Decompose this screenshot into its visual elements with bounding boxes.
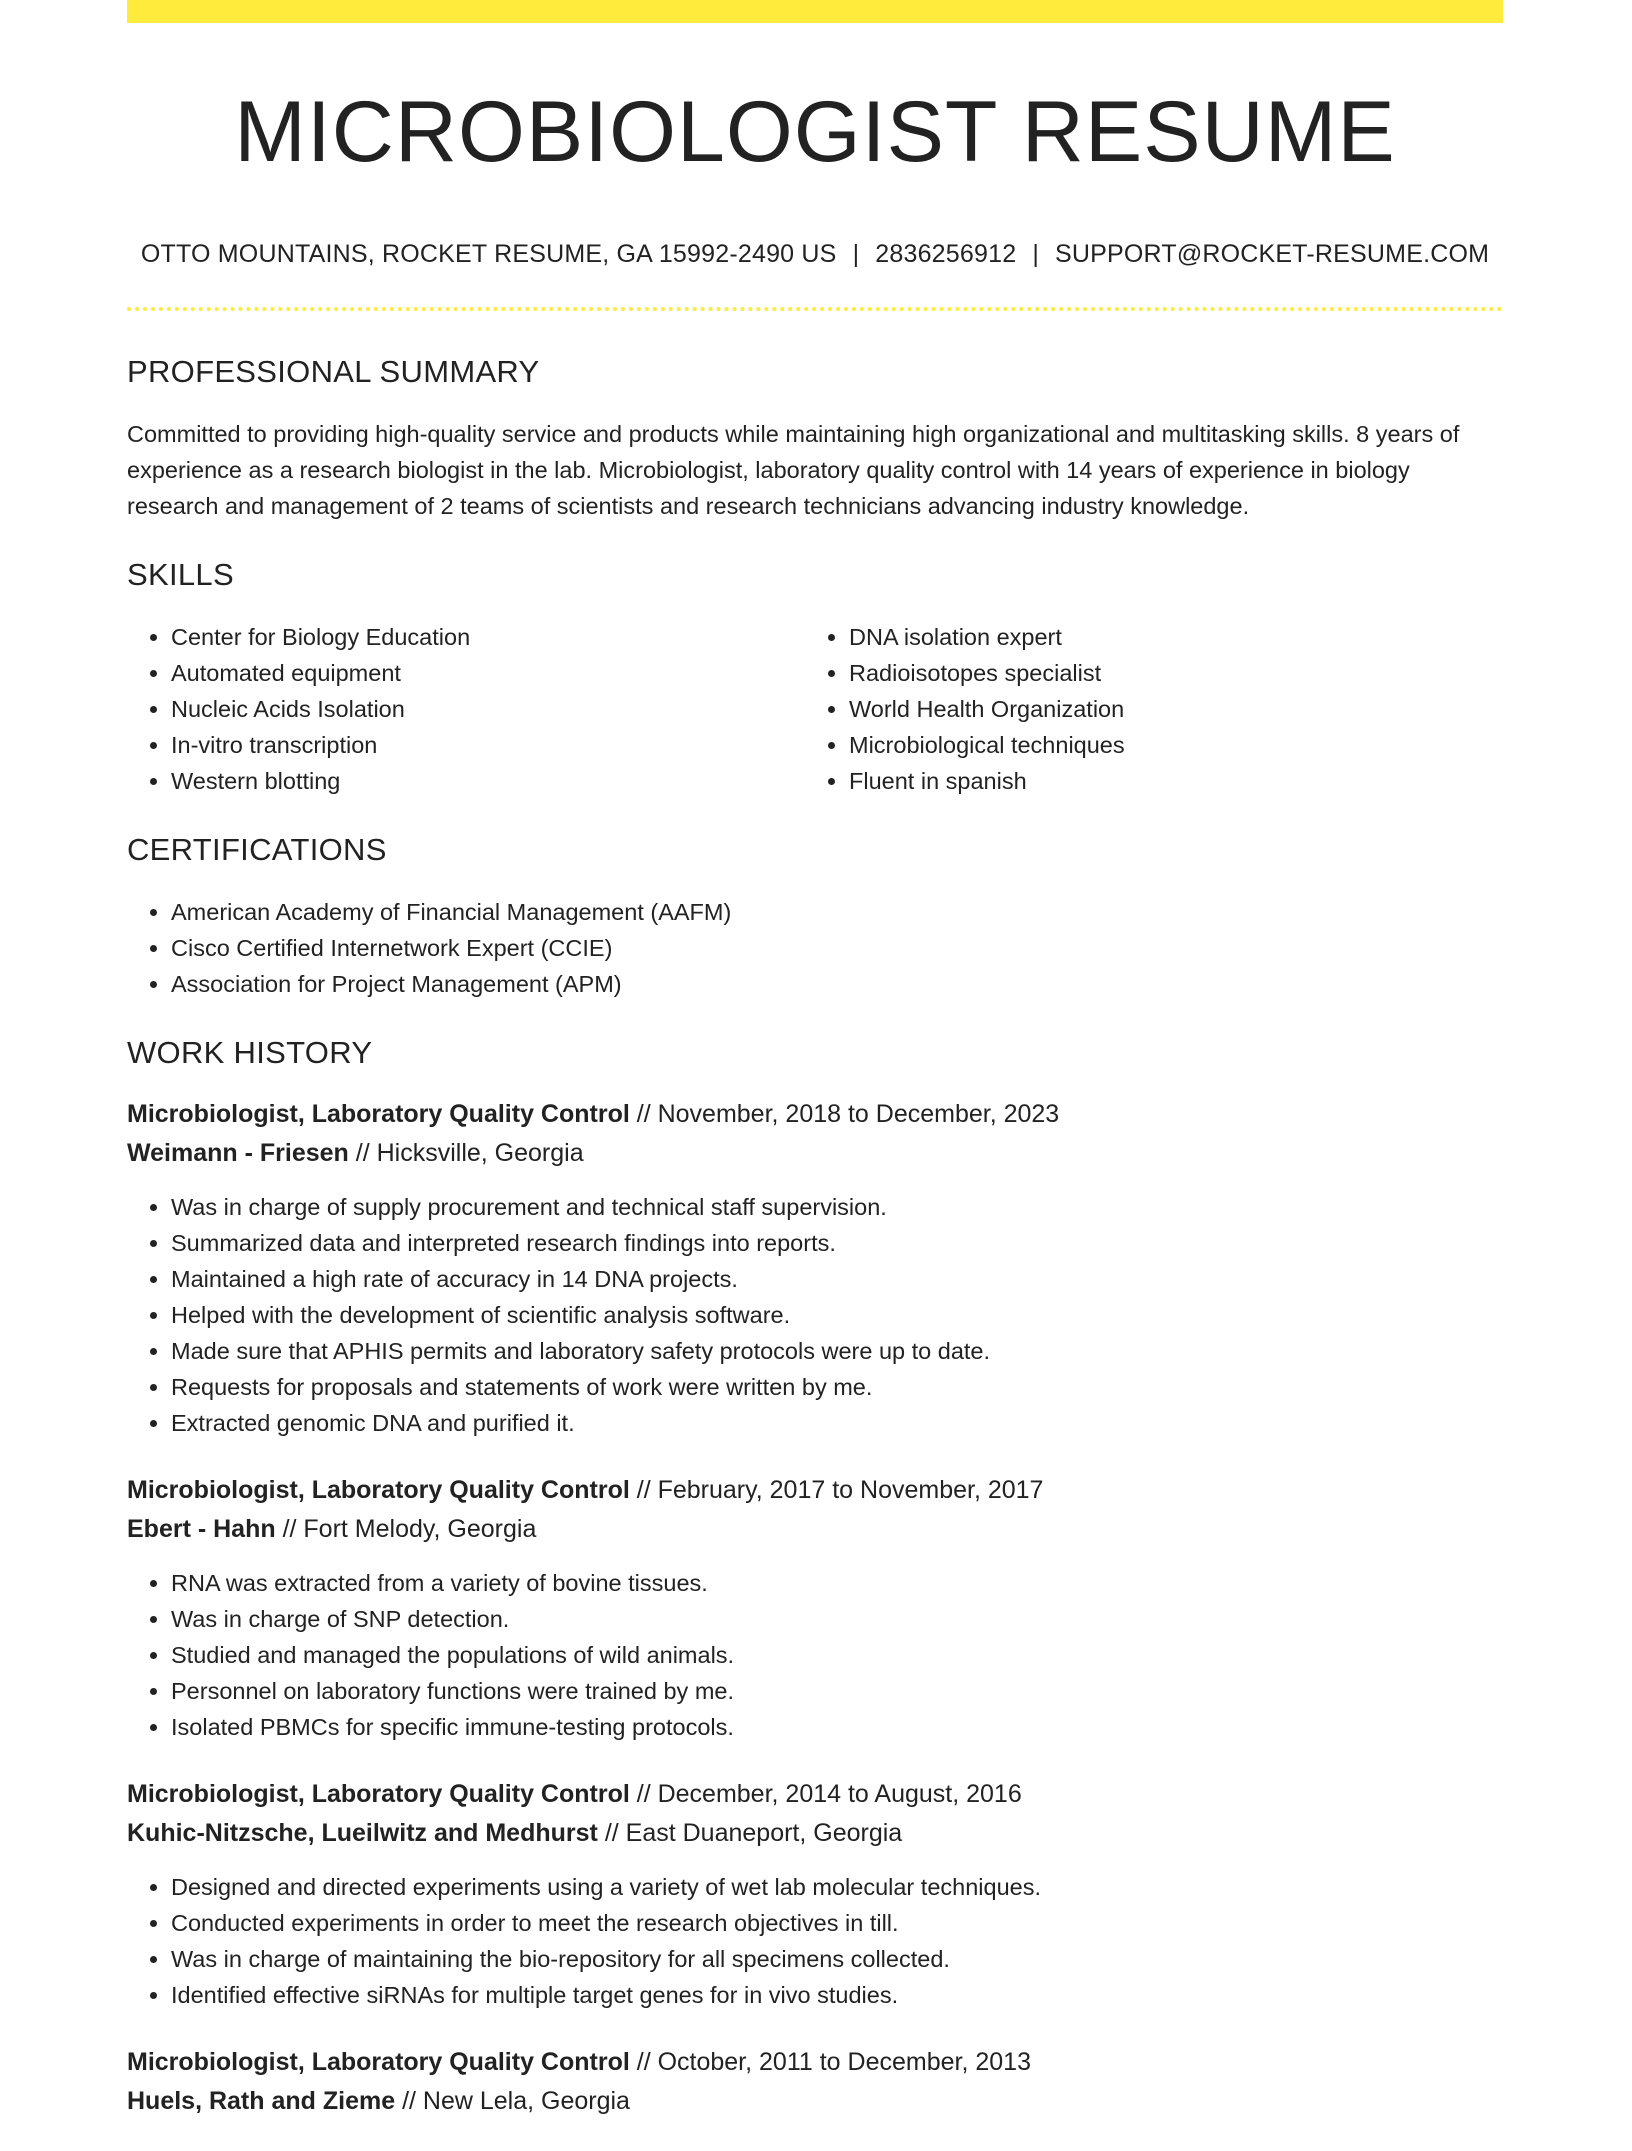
list-item: • Was in charge of maintaining the bio-repository for all specimens collected.: [171, 1941, 1503, 1977]
work-history-section: [127, 1034, 1503, 2121]
job-company: Weimann - Friesen: [127, 1139, 349, 1168]
list-item: • RNA was extracted from a variety of bovine tissues.: [171, 1565, 1503, 1601]
job-dates: // November, 2018 to December, 2023: [629, 1100, 1060, 1129]
list-item: • Radioisotopes specialist: [849, 655, 1483, 691]
list-item: • Personnel on laboratory functions were trained by me.: [171, 1673, 1503, 1709]
job-title: Microbiologist, Laboratory Quality Control: [127, 1100, 630, 1129]
work-history-heading: WORK HISTORY: [127, 1035, 373, 1071]
summary-text: Committed to providing high-quality service and products while maintaining high organizational and multitasking skills. 8 years of experience as a research biologist in the lab. Microbiologist, laboratory quality control with 14 years of experience in biology research and management of 2 teams of scientists and research technicians advancing industry knowledge.: [127, 420, 1460, 519]
list-item: • Nucleic Acids Isolation: [171, 691, 805, 727]
list-item: • Center for Biology Education: [171, 619, 805, 655]
header-divider: [127, 307, 1503, 311]
job-duties-list: [127, 1565, 1503, 1745]
list-item: • Isolated PBMCs for specific immune-testing protocols.: [171, 1709, 1503, 1745]
job-location: // Fort Melody, Georgia: [275, 1515, 537, 1544]
job-title-line: [127, 1775, 1503, 1814]
list-item: • Western blotting: [171, 763, 805, 799]
skills-section: [127, 556, 1503, 799]
list-item: • Cisco Certified Internetwork Expert (CCIE): [171, 930, 1503, 966]
list-item: • Identified effective siRNAs for multiple target genes for in vivo studies.: [171, 1977, 1503, 2013]
job-location: // East Duaneport, Georgia: [597, 1819, 903, 1848]
job-dates: // December, 2014 to August, 2016: [629, 1780, 1022, 1809]
skills-grid: [127, 619, 1503, 799]
skills-list-right: [805, 619, 1483, 799]
list-item: • American Academy of Financial Management (AAFM): [171, 894, 1503, 930]
list-item: • Was in charge of SNP detection.: [171, 1601, 1503, 1637]
accent-top-bar: [127, 0, 1503, 23]
job-title-line: [127, 2043, 1503, 2082]
job-duties-list: [127, 1869, 1503, 2013]
certifications-section: [127, 831, 1503, 1002]
summary-heading: PROFESSIONAL SUMMARY: [127, 353, 540, 389]
list-item: • Automated equipment: [171, 655, 805, 691]
job-location: // New Lela, Georgia: [395, 2087, 630, 2116]
skills-column-left: [127, 619, 805, 799]
list-item: • Made sure that APHIS permits and laboratory safety protocols were up to date.: [171, 1333, 1503, 1369]
job-title: Microbiologist, Laboratory Quality Control: [127, 1780, 630, 1809]
list-item: • Was in charge of supply procurement and technical staff supervision.: [171, 1189, 1503, 1225]
job-company-line: [127, 2082, 1503, 2121]
contact-separator: |: [1032, 239, 1040, 268]
job-entry: [127, 1095, 1503, 1441]
list-item: • DNA isolation expert: [849, 619, 1483, 655]
certifications-heading: CERTIFICATIONS: [127, 831, 387, 867]
jobs-list: [127, 1095, 1503, 2121]
contact-phone: 2836256912: [875, 239, 1017, 268]
list-item: • World Health Organization: [849, 691, 1483, 727]
skills-heading: SKILLS: [127, 556, 234, 592]
job-title: Microbiologist, Laboratory Quality Control: [127, 1476, 630, 1505]
list-item: • Association for Project Management (APM): [171, 966, 1503, 1002]
list-item: • Requests for proposals and statements of work were written by me.: [171, 1369, 1503, 1405]
job-title: Microbiologist, Laboratory Quality Control: [127, 2048, 630, 2077]
list-item: • Helped with the development of scientific analysis software.: [171, 1297, 1503, 1333]
contact-info: [127, 240, 1503, 269]
summary-section: [127, 353, 1503, 524]
list-item: • Designed and directed experiments using a variety of wet lab molecular techniques.: [171, 1869, 1503, 1905]
job-company: Ebert - Hahn: [127, 1515, 276, 1544]
contact-email: SUPPORT@ROCKET-RESUME.COM: [1055, 239, 1490, 268]
job-title-line: [127, 1095, 1503, 1134]
list-item: • Extracted genomic DNA and purified it.: [171, 1405, 1503, 1441]
list-item: • Fluent in spanish: [849, 763, 1483, 799]
contact-address: OTTO MOUNTAINS, ROCKET RESUME, GA 15992-2490 US: [140, 239, 837, 268]
job-dates: // February, 2017 to November, 2017: [629, 1476, 1044, 1505]
list-item: • Maintained a high rate of accuracy in 14 DNA projects.: [171, 1261, 1503, 1297]
job-company-line: [127, 1134, 1503, 1173]
contact-separator: |: [852, 239, 860, 268]
job-company-line: [127, 1814, 1503, 1853]
job-company: Kuhic-Nitzsche, Lueilwitz and Medhurst: [127, 1819, 598, 1848]
list-item: • Conducted experiments in order to meet the research objectives in till.: [171, 1905, 1503, 1941]
job-entry: [127, 2043, 1503, 2121]
job-company: Huels, Rath and Zieme: [127, 2087, 396, 2116]
job-duties-list: [127, 1189, 1503, 1441]
list-item: • Microbiological techniques: [849, 727, 1483, 763]
resume-page: [127, 0, 1503, 2151]
list-item: • Summarized data and interpreted research findings into reports.: [171, 1225, 1503, 1261]
job-entry: [127, 1775, 1503, 2013]
skills-column-right: [805, 619, 1483, 799]
list-item: • Studied and managed the populations of wild animals.: [171, 1637, 1503, 1673]
job-entry: [127, 1471, 1503, 1745]
resume-title: MICROBIOLOGIST RESUME: [234, 84, 1396, 180]
job-title-line: [127, 1471, 1503, 1510]
job-location: // Hicksville, Georgia: [348, 1139, 584, 1168]
list-item: • In-vitro transcription: [171, 727, 805, 763]
skills-list-left: [127, 619, 805, 799]
job-company-line: [127, 1510, 1503, 1549]
certifications-list: [127, 894, 1503, 1002]
job-dates: // October, 2011 to December, 2013: [629, 2048, 1031, 2077]
